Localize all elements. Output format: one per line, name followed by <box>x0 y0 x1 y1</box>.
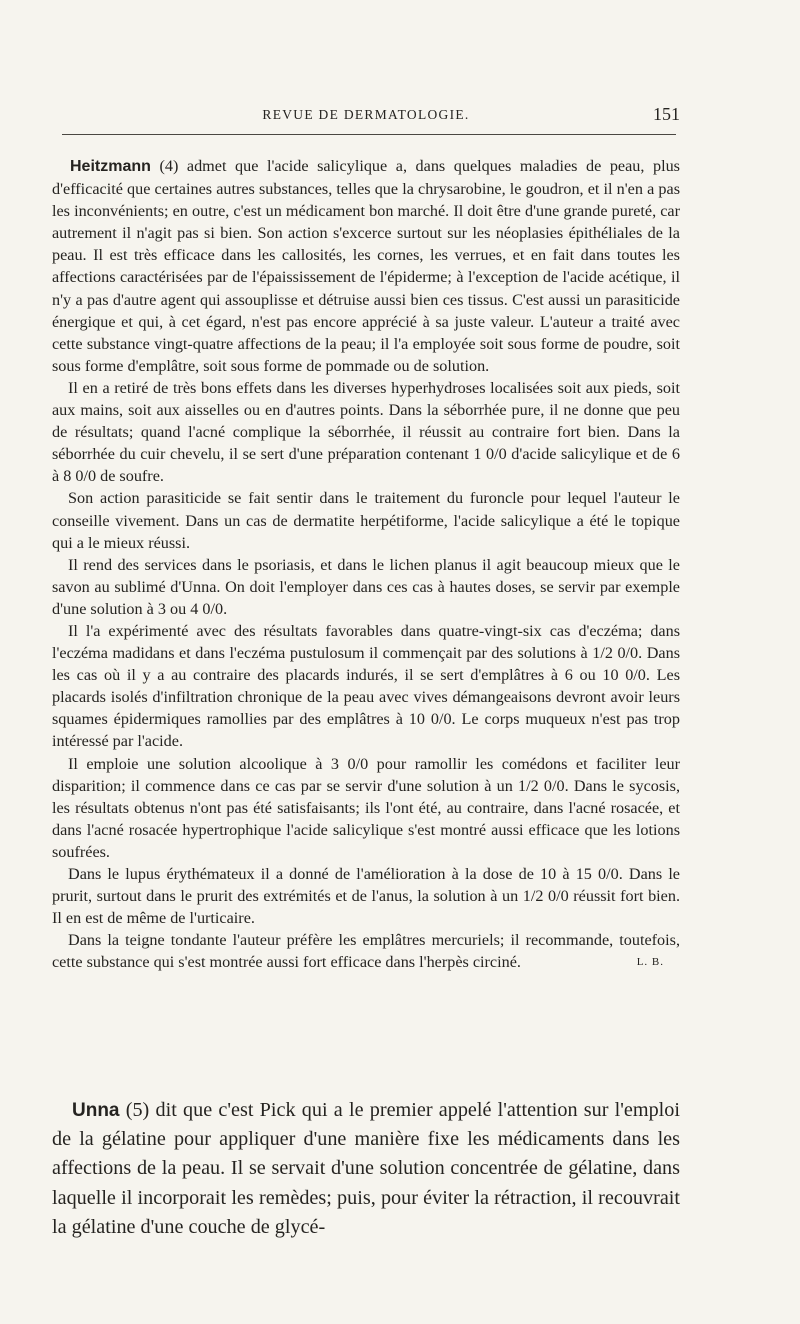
paragraph-text: Dans la teigne tondante l'auteur préfère les emplâtres mercuriels; il recommande, toutefois, cette substance qui s'est montrée aussi fort efficace dans l'herpès circiné. <box>52 931 680 972</box>
paragraph: Dans le lupus érythémateux il a donné de l'amélioration à la dose de 10 à 15 0/0. Dans le prurit, surtout dans le prurit des extrémités et de l'anus, la solution à un 1/2 0/0 réussit fort bien. Il en est de même de l'urticaire. <box>52 865 680 928</box>
document-page <box>52 0 680 1324</box>
paragraph: Il l'a expérimenté avec des résultats favorables dans quatre-vingt-six cas d'eczéma; dans l'eczéma madidans et dans l'eczéma pustulosum il commençait par des solutions à 1/2 0/0. Dans les cas où il y a au contraire des placards indurés, il se sert d'emplâtres à 6 ou 10 0/0. Les placards isolés d'infiltration chronique de la peau avec vives démangeaisons devront avoir leurs squames épidermiques ramollies par des emplâtres à 10 0/0. Le corps muqueux n'est pas trop intéressé par l'acide. <box>52 621 680 751</box>
paragraph-text: (5) dit que c'est Pick qui a le premier appelé l'attention sur l'emploi de la gélatine pour appliquer d'une manière fixe les médicaments dans les affections de la peau. Il se servait d'une solution concentrée de gélatine, dans laquelle il incorporait les remèdes; puis, pour éviter la rétraction, il recouvrait la gélatine d'une couche de glycé- <box>52 1099 680 1238</box>
paragraph <box>52 929 680 973</box>
signature: L. B. <box>636 956 664 969</box>
header-rule <box>62 134 676 135</box>
page-number: 151 <box>653 104 680 124</box>
paragraph <box>52 155 680 377</box>
paragraph: Il rend des services dans le psoriasis, et dans le lichen planus il agit beaucoup mieux que le savon au sublimé d'Unna. On doit l'employer dans ces cas à hautes doses, se servir par exemple d'une solution à 3 ou 4 0/0. <box>52 555 680 618</box>
author-name: Heitzmann <box>70 158 151 175</box>
paragraph-text: (4) admet que l'acide salicylique a, dans quelques maladies de peau, plus d'efficacité que certaines autres substances, telles que la chrysarobine, le goudron, et il n'en a pas les inconvénients; en outre, c'est un médicament bon marché. Il doit être d'une grande pureté, car autrement il n'agit pas si bien. Son action s'excerce surtout sur les néoplasies épithéliales de la peau. Il est très efficace dans les callosités, les cornes, les verrues, et en fait dans toutes les affections caractérisées par de l'épaississement de l'épiderme; à l'exception de l'acide acétique, il n'y a pas d'autre agent qui assouplisse et détruise aussi bien ces tissus. C'est aussi un parasiticide énergique et qui, à cet égard, n'est pas encore apprécié à sa juste valeur. L'auteur a traité avec cette substance vingt-quatre affections de la peau; il l'a employée soit sous forme de poudre, soit sous forme d'emplâtre, soit sous forme de pommade ou de solution. <box>52 157 680 375</box>
paragraph: Il en a retiré de très bons effets dans les diverses hyperhydroses localisées soit aux pieds, soit aux mains, soit aux aisselles ou en d'autres points. Dans la séborrhée pure, il ne donne que peu de résultats; quand l'acné complique la séborrhée, il réussit au contraire fort bien. Dans la séborrhée du cuir chevelu, il se sert d'une préparation contenant 1 0/0 d'acide salicylique et de 6 à 8 0/0 de soufre. <box>52 378 680 486</box>
paragraph: Il emploie une solution alcoolique à 3 0/0 pour ramollir les comédons et faciliter leur disparition; il commence dans ce cas par se servir d'une solution à un 1/2 0/0. Dans le sycosis, les résultats obtenus n'ont pas été satisfaisants; ils l'ont été, au contraire, dans l'acné rosacée, et dans l'acné rosacée hypertrophique l'acide salicylique s'est montré aussi efficace que les lotions soufrées. <box>52 754 680 861</box>
running-title: REVUE DE DERMATOLOGIE. <box>262 107 470 122</box>
paragraph: Son action parasiticide se fait sentir dans le traitement du furoncle pour lequel l'auteur le conseille vivement. Dans un cas de dermatite herpétiforme, l'acide salicylique a été le topique qui a le mieux réussi. <box>52 489 680 552</box>
review-heitzmann <box>52 155 680 973</box>
paragraph <box>52 1096 680 1242</box>
review-unna <box>52 1096 680 1242</box>
running-head <box>52 104 680 129</box>
author-name: Unna <box>72 1100 120 1121</box>
